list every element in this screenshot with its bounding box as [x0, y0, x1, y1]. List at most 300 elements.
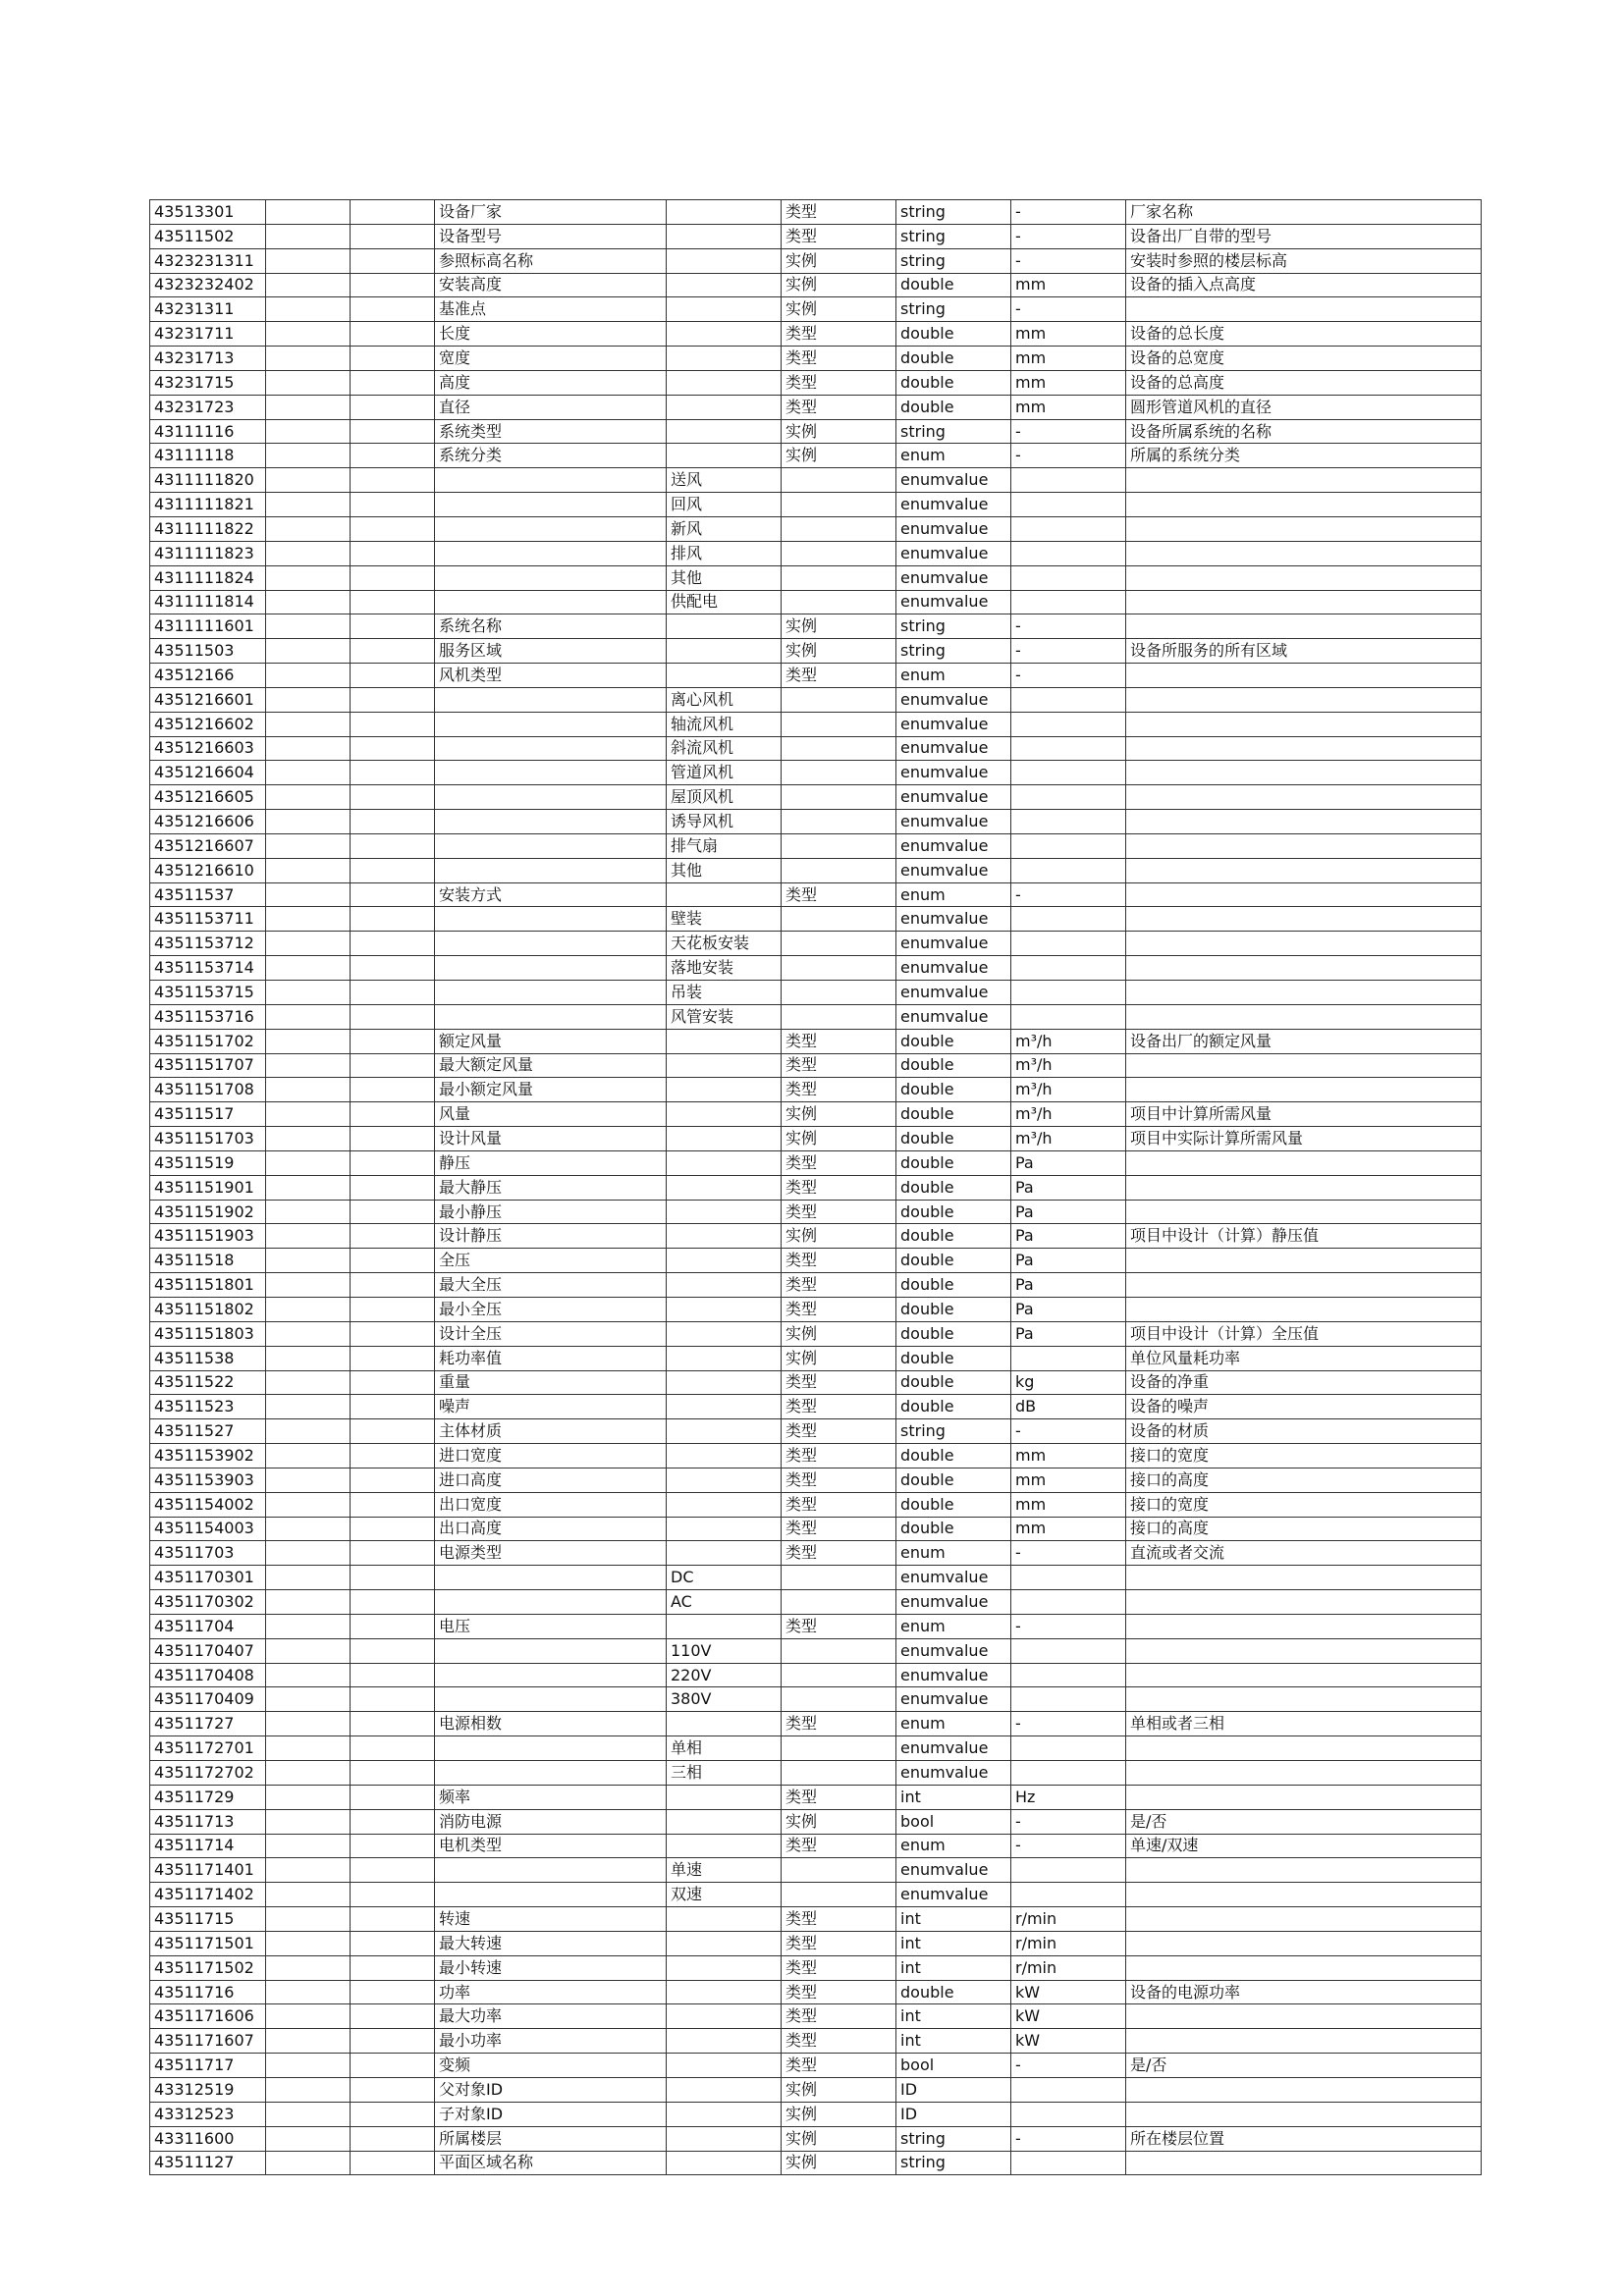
group-cell [266, 1273, 351, 1298]
type-cell: double [896, 1370, 1011, 1395]
subgroup-cell [351, 785, 435, 810]
table-row [150, 565, 1482, 590]
name-cell [435, 1858, 667, 1883]
table-row [150, 493, 1482, 517]
kind-cell: 类型 [782, 347, 896, 371]
name-cell: 耗功率值 [435, 1346, 667, 1370]
name-cell: 出口高度 [435, 1517, 667, 1541]
unit-cell [1011, 1638, 1126, 1663]
code-cell: 4311111824 [150, 565, 266, 590]
unit-cell: m³/h [1011, 1102, 1126, 1127]
group-cell [266, 2004, 351, 2029]
table-row [150, 1980, 1482, 2004]
kind-cell [782, 833, 896, 858]
name-cell: 电源类型 [435, 1541, 667, 1566]
unit-cell: mm [1011, 322, 1126, 347]
table-row [150, 322, 1482, 347]
table-row [150, 1590, 1482, 1615]
group-cell [266, 1029, 351, 1053]
description-cell [1126, 2004, 1482, 2029]
description-cell: 设备的电源功率 [1126, 1980, 1482, 2004]
name-cell [435, 541, 667, 565]
table-row [150, 2004, 1482, 2029]
group-cell [266, 1346, 351, 1370]
name-cell: 主体材质 [435, 1419, 667, 1444]
table-body [150, 200, 1482, 2175]
name-cell: 安装方式 [435, 882, 667, 907]
type-cell: double [896, 1273, 1011, 1298]
kind-cell [782, 1663, 896, 1687]
type-cell: enum [896, 664, 1011, 688]
kind-cell: 类型 [782, 1029, 896, 1053]
subgroup-cell [351, 1761, 435, 1786]
table-row [150, 590, 1482, 614]
code-cell: 43511519 [150, 1150, 266, 1175]
kind-cell: 类型 [782, 1419, 896, 1444]
table-row [150, 956, 1482, 981]
option-cell [667, 2029, 782, 2054]
name-cell: 设计静压 [435, 1224, 667, 1249]
subgroup-cell [351, 541, 435, 565]
code-cell: 4351151707 [150, 1053, 266, 1078]
unit-cell: Pa [1011, 1297, 1126, 1321]
group-cell [266, 370, 351, 395]
type-cell: enumvalue [896, 565, 1011, 590]
type-cell: enumvalue [896, 1663, 1011, 1687]
type-cell: enumvalue [896, 712, 1011, 736]
subgroup-cell [351, 248, 435, 273]
unit-cell: mm [1011, 1468, 1126, 1492]
name-cell: 系统名称 [435, 614, 667, 639]
option-cell [667, 1541, 782, 1566]
unit-cell [1011, 687, 1126, 712]
option-cell [667, 1468, 782, 1492]
name-cell: 重量 [435, 1370, 667, 1395]
kind-cell: 实例 [782, 273, 896, 297]
unit-cell: m³/h [1011, 1078, 1126, 1102]
group-cell [266, 981, 351, 1005]
name-cell: 额定风量 [435, 1029, 667, 1053]
code-cell: 4351153716 [150, 1004, 266, 1029]
option-cell: DC [667, 1566, 782, 1590]
code-cell: 43511715 [150, 1907, 266, 1932]
subgroup-cell [351, 322, 435, 347]
table-row [150, 1175, 1482, 1200]
group-cell [266, 1078, 351, 1102]
type-cell: enumvalue [896, 932, 1011, 956]
unit-cell [1011, 907, 1126, 932]
description-cell: 单位风量耗功率 [1126, 1346, 1482, 1370]
table-row [150, 1566, 1482, 1590]
kind-cell: 类型 [782, 322, 896, 347]
name-cell [435, 981, 667, 1005]
unit-cell: - [1011, 2054, 1126, 2078]
description-cell [1126, 956, 1482, 981]
type-cell: enumvalue [896, 1858, 1011, 1883]
table-row [150, 2102, 1482, 2126]
group-cell [266, 444, 351, 468]
group-cell [266, 1419, 351, 1444]
kind-cell: 类型 [782, 1078, 896, 1102]
code-cell: 4351170408 [150, 1663, 266, 1687]
option-cell [667, 2004, 782, 2029]
table-row [150, 273, 1482, 297]
table-row [150, 2151, 1482, 2175]
group-cell [266, 565, 351, 590]
type-cell: double [896, 370, 1011, 395]
name-cell: 最大额定风量 [435, 1053, 667, 1078]
name-cell [435, 1590, 667, 1615]
code-cell: 43511704 [150, 1614, 266, 1638]
code-cell: 4351216606 [150, 810, 266, 834]
unit-cell: Pa [1011, 1175, 1126, 1200]
table-row [150, 858, 1482, 882]
type-cell: double [896, 395, 1011, 419]
name-cell [435, 932, 667, 956]
table-row [150, 907, 1482, 932]
name-cell: 静压 [435, 1150, 667, 1175]
type-cell: bool [896, 1809, 1011, 1834]
unit-cell: - [1011, 639, 1126, 664]
subgroup-cell [351, 1931, 435, 1955]
table-row [150, 1736, 1482, 1761]
unit-cell: mm [1011, 395, 1126, 419]
description-cell [1126, 1736, 1482, 1761]
subgroup-cell [351, 565, 435, 590]
subgroup-cell [351, 200, 435, 225]
table-row [150, 664, 1482, 688]
description-cell: 单速/双速 [1126, 1834, 1482, 1858]
description-cell [1126, 2102, 1482, 2126]
unit-cell [1011, 858, 1126, 882]
unit-cell: m³/h [1011, 1029, 1126, 1053]
code-cell: 4311111821 [150, 493, 266, 517]
subgroup-cell [351, 1712, 435, 1736]
unit-cell: - [1011, 419, 1126, 444]
unit-cell [1011, 1566, 1126, 1590]
table-row [150, 833, 1482, 858]
code-cell: 4351216603 [150, 736, 266, 761]
type-cell: string [896, 2151, 1011, 2175]
description-cell [1126, 590, 1482, 614]
code-cell: 4351170407 [150, 1638, 266, 1663]
option-cell: AC [667, 1590, 782, 1615]
description-cell: 单相或者三相 [1126, 1712, 1482, 1736]
unit-cell: - [1011, 1809, 1126, 1834]
subgroup-cell [351, 1517, 435, 1541]
name-cell: 电机类型 [435, 1834, 667, 1858]
option-cell [667, 1150, 782, 1175]
group-cell [266, 1517, 351, 1541]
type-cell: enumvalue [896, 1687, 1011, 1712]
description-cell [1126, 2029, 1482, 2054]
description-cell: 项目中设计（计算）静压值 [1126, 1224, 1482, 1249]
table-row [150, 297, 1482, 322]
table-row [150, 1004, 1482, 1029]
table-row [150, 2077, 1482, 2102]
option-cell [667, 273, 782, 297]
description-cell: 圆形管道风机的直径 [1126, 395, 1482, 419]
option-cell [667, 1931, 782, 1955]
option-cell: 110V [667, 1638, 782, 1663]
group-cell [266, 1127, 351, 1151]
name-cell: 进口宽度 [435, 1444, 667, 1468]
name-cell: 最大功率 [435, 2004, 667, 2029]
description-cell [1126, 736, 1482, 761]
subgroup-cell [351, 1955, 435, 1980]
group-cell [266, 1883, 351, 1907]
subgroup-cell [351, 687, 435, 712]
description-cell [1126, 468, 1482, 493]
table-row [150, 1883, 1482, 1907]
subgroup-cell [351, 1492, 435, 1517]
unit-cell: - [1011, 200, 1126, 225]
type-cell: double [896, 1150, 1011, 1175]
subgroup-cell [351, 590, 435, 614]
kind-cell: 类型 [782, 1249, 896, 1273]
option-cell: 其他 [667, 565, 782, 590]
code-cell: 4351153714 [150, 956, 266, 981]
table-row [150, 1444, 1482, 1468]
attribute-table [149, 199, 1482, 2175]
kind-cell [782, 1590, 896, 1615]
table-row [150, 2126, 1482, 2151]
subgroup-cell [351, 444, 435, 468]
group-cell [266, 1200, 351, 1224]
unit-cell: - [1011, 882, 1126, 907]
table-row [150, 1907, 1482, 1932]
code-cell: 4351151801 [150, 1273, 266, 1298]
unit-cell: - [1011, 248, 1126, 273]
subgroup-cell [351, 1809, 435, 1834]
type-cell: enumvalue [896, 687, 1011, 712]
kind-cell: 类型 [782, 1931, 896, 1955]
type-cell: ID [896, 2077, 1011, 2102]
name-cell: 电源相数 [435, 1712, 667, 1736]
subgroup-cell [351, 1566, 435, 1590]
description-cell [1126, 1687, 1482, 1712]
code-cell: 43312519 [150, 2077, 266, 2102]
unit-cell [1011, 565, 1126, 590]
code-cell: 4311111601 [150, 614, 266, 639]
group-cell [266, 2102, 351, 2126]
name-cell [435, 1638, 667, 1663]
name-cell [435, 761, 667, 785]
option-cell: 离心风机 [667, 687, 782, 712]
subgroup-cell [351, 2004, 435, 2029]
kind-cell: 实例 [782, 297, 896, 322]
option-cell: 风管安装 [667, 1004, 782, 1029]
group-cell [266, 2029, 351, 2054]
code-cell: 43511703 [150, 1541, 266, 1566]
name-cell [435, 712, 667, 736]
table-row [150, 347, 1482, 371]
kind-cell: 类型 [782, 1053, 896, 1078]
code-cell: 43511729 [150, 1785, 266, 1809]
subgroup-cell [351, 1273, 435, 1298]
subgroup-cell [351, 1419, 435, 1444]
kind-cell: 类型 [782, 1907, 896, 1932]
kind-cell [782, 1736, 896, 1761]
code-cell: 4351151703 [150, 1127, 266, 1151]
option-cell: 管道风机 [667, 761, 782, 785]
subgroup-cell [351, 419, 435, 444]
code-cell: 43511538 [150, 1346, 266, 1370]
code-cell: 43312523 [150, 2102, 266, 2126]
subgroup-cell [351, 932, 435, 956]
option-cell: 380V [667, 1687, 782, 1712]
unit-cell [1011, 468, 1126, 493]
option-cell: 双速 [667, 1883, 782, 1907]
table-row [150, 1712, 1482, 1736]
description-cell: 直流或者交流 [1126, 1541, 1482, 1566]
option-cell [667, 639, 782, 664]
name-cell [435, 1663, 667, 1687]
kind-cell [782, 516, 896, 541]
type-cell: enum [896, 444, 1011, 468]
table-row [150, 932, 1482, 956]
code-cell: 4351153903 [150, 1468, 266, 1492]
subgroup-cell [351, 370, 435, 395]
description-cell [1126, 614, 1482, 639]
type-cell: enumvalue [896, 493, 1011, 517]
description-cell [1126, 1614, 1482, 1638]
group-cell [266, 1053, 351, 1078]
type-cell: double [896, 273, 1011, 297]
group-cell [266, 1980, 351, 2004]
name-cell [435, 687, 667, 712]
subgroup-cell [351, 1980, 435, 2004]
group-cell [266, 1687, 351, 1712]
kind-cell: 实例 [782, 2151, 896, 2175]
name-cell: 进口高度 [435, 1468, 667, 1492]
description-cell [1126, 882, 1482, 907]
kind-cell: 类型 [782, 1468, 896, 1492]
description-cell [1126, 2077, 1482, 2102]
description-cell: 设备所服务的所有区域 [1126, 639, 1482, 664]
code-cell: 43231311 [150, 297, 266, 322]
unit-cell: Pa [1011, 1321, 1126, 1346]
table-row [150, 1687, 1482, 1712]
subgroup-cell [351, 2054, 435, 2078]
name-cell [435, 736, 667, 761]
subgroup-cell [351, 297, 435, 322]
name-cell: 最小静压 [435, 1200, 667, 1224]
name-cell [435, 833, 667, 858]
option-cell: 天花板安装 [667, 932, 782, 956]
table-row [150, 1614, 1482, 1638]
option-cell [667, 1517, 782, 1541]
subgroup-cell [351, 736, 435, 761]
type-cell: enum [896, 1834, 1011, 1858]
option-cell: 单相 [667, 1736, 782, 1761]
kind-cell [782, 810, 896, 834]
option-cell [667, 1249, 782, 1273]
description-cell [1126, 687, 1482, 712]
name-cell: 最大静压 [435, 1175, 667, 1200]
option-cell [667, 614, 782, 639]
subgroup-cell [351, 1785, 435, 1809]
option-cell: 吊装 [667, 981, 782, 1005]
option-cell [667, 2151, 782, 2175]
type-cell: double [896, 1321, 1011, 1346]
unit-cell: - [1011, 297, 1126, 322]
description-cell: 项目中实际计算所需风量 [1126, 1127, 1482, 1151]
type-cell: enumvalue [896, 1761, 1011, 1786]
name-cell: 功率 [435, 1980, 667, 2004]
group-cell [266, 419, 351, 444]
description-cell: 设备的净重 [1126, 1370, 1482, 1395]
table-row [150, 1858, 1482, 1883]
code-cell: 4351151803 [150, 1321, 266, 1346]
code-cell: 4311111820 [150, 468, 266, 493]
group-cell [266, 1761, 351, 1786]
description-cell: 设备的插入点高度 [1126, 273, 1482, 297]
description-cell: 设备的总高度 [1126, 370, 1482, 395]
name-cell [435, 907, 667, 932]
type-cell: enumvalue [896, 785, 1011, 810]
subgroup-cell [351, 1175, 435, 1200]
kind-cell: 类型 [782, 224, 896, 248]
type-cell: int [896, 1955, 1011, 1980]
table-row [150, 1150, 1482, 1175]
option-cell [667, 1127, 782, 1151]
table-row [150, 1249, 1482, 1273]
subgroup-cell [351, 1370, 435, 1395]
group-cell [266, 273, 351, 297]
type-cell: double [896, 322, 1011, 347]
group-cell [266, 322, 351, 347]
subgroup-cell [351, 956, 435, 981]
option-cell [667, 1321, 782, 1346]
code-cell: 43511727 [150, 1712, 266, 1736]
type-cell: string [896, 248, 1011, 273]
type-cell: double [896, 1249, 1011, 1273]
code-cell: 43311600 [150, 2126, 266, 2151]
kind-cell: 实例 [782, 1224, 896, 1249]
subgroup-cell [351, 1590, 435, 1615]
kind-cell: 类型 [782, 200, 896, 225]
option-cell: 其他 [667, 858, 782, 882]
description-cell: 项目中设计（计算）全压值 [1126, 1321, 1482, 1346]
name-cell [435, 858, 667, 882]
group-cell [266, 932, 351, 956]
unit-cell: - [1011, 2126, 1126, 2151]
code-cell: 43511522 [150, 1370, 266, 1395]
name-cell: 子对象ID [435, 2102, 667, 2126]
type-cell: enumvalue [896, 907, 1011, 932]
option-cell [667, 370, 782, 395]
table-row [150, 882, 1482, 907]
group-cell [266, 712, 351, 736]
unit-cell: Pa [1011, 1150, 1126, 1175]
table-row [150, 1541, 1482, 1566]
description-cell [1126, 1785, 1482, 1809]
code-cell: 4351171501 [150, 1931, 266, 1955]
subgroup-cell [351, 664, 435, 688]
code-cell: 4351153715 [150, 981, 266, 1005]
subgroup-cell [351, 1834, 435, 1858]
description-cell [1126, 1638, 1482, 1663]
unit-cell: kg [1011, 1370, 1126, 1395]
kind-cell: 实例 [782, 2126, 896, 2151]
code-cell: 43111118 [150, 444, 266, 468]
name-cell: 长度 [435, 322, 667, 347]
kind-cell: 类型 [782, 2004, 896, 2029]
group-cell [266, 882, 351, 907]
type-cell: int [896, 1931, 1011, 1955]
subgroup-cell [351, 1029, 435, 1053]
